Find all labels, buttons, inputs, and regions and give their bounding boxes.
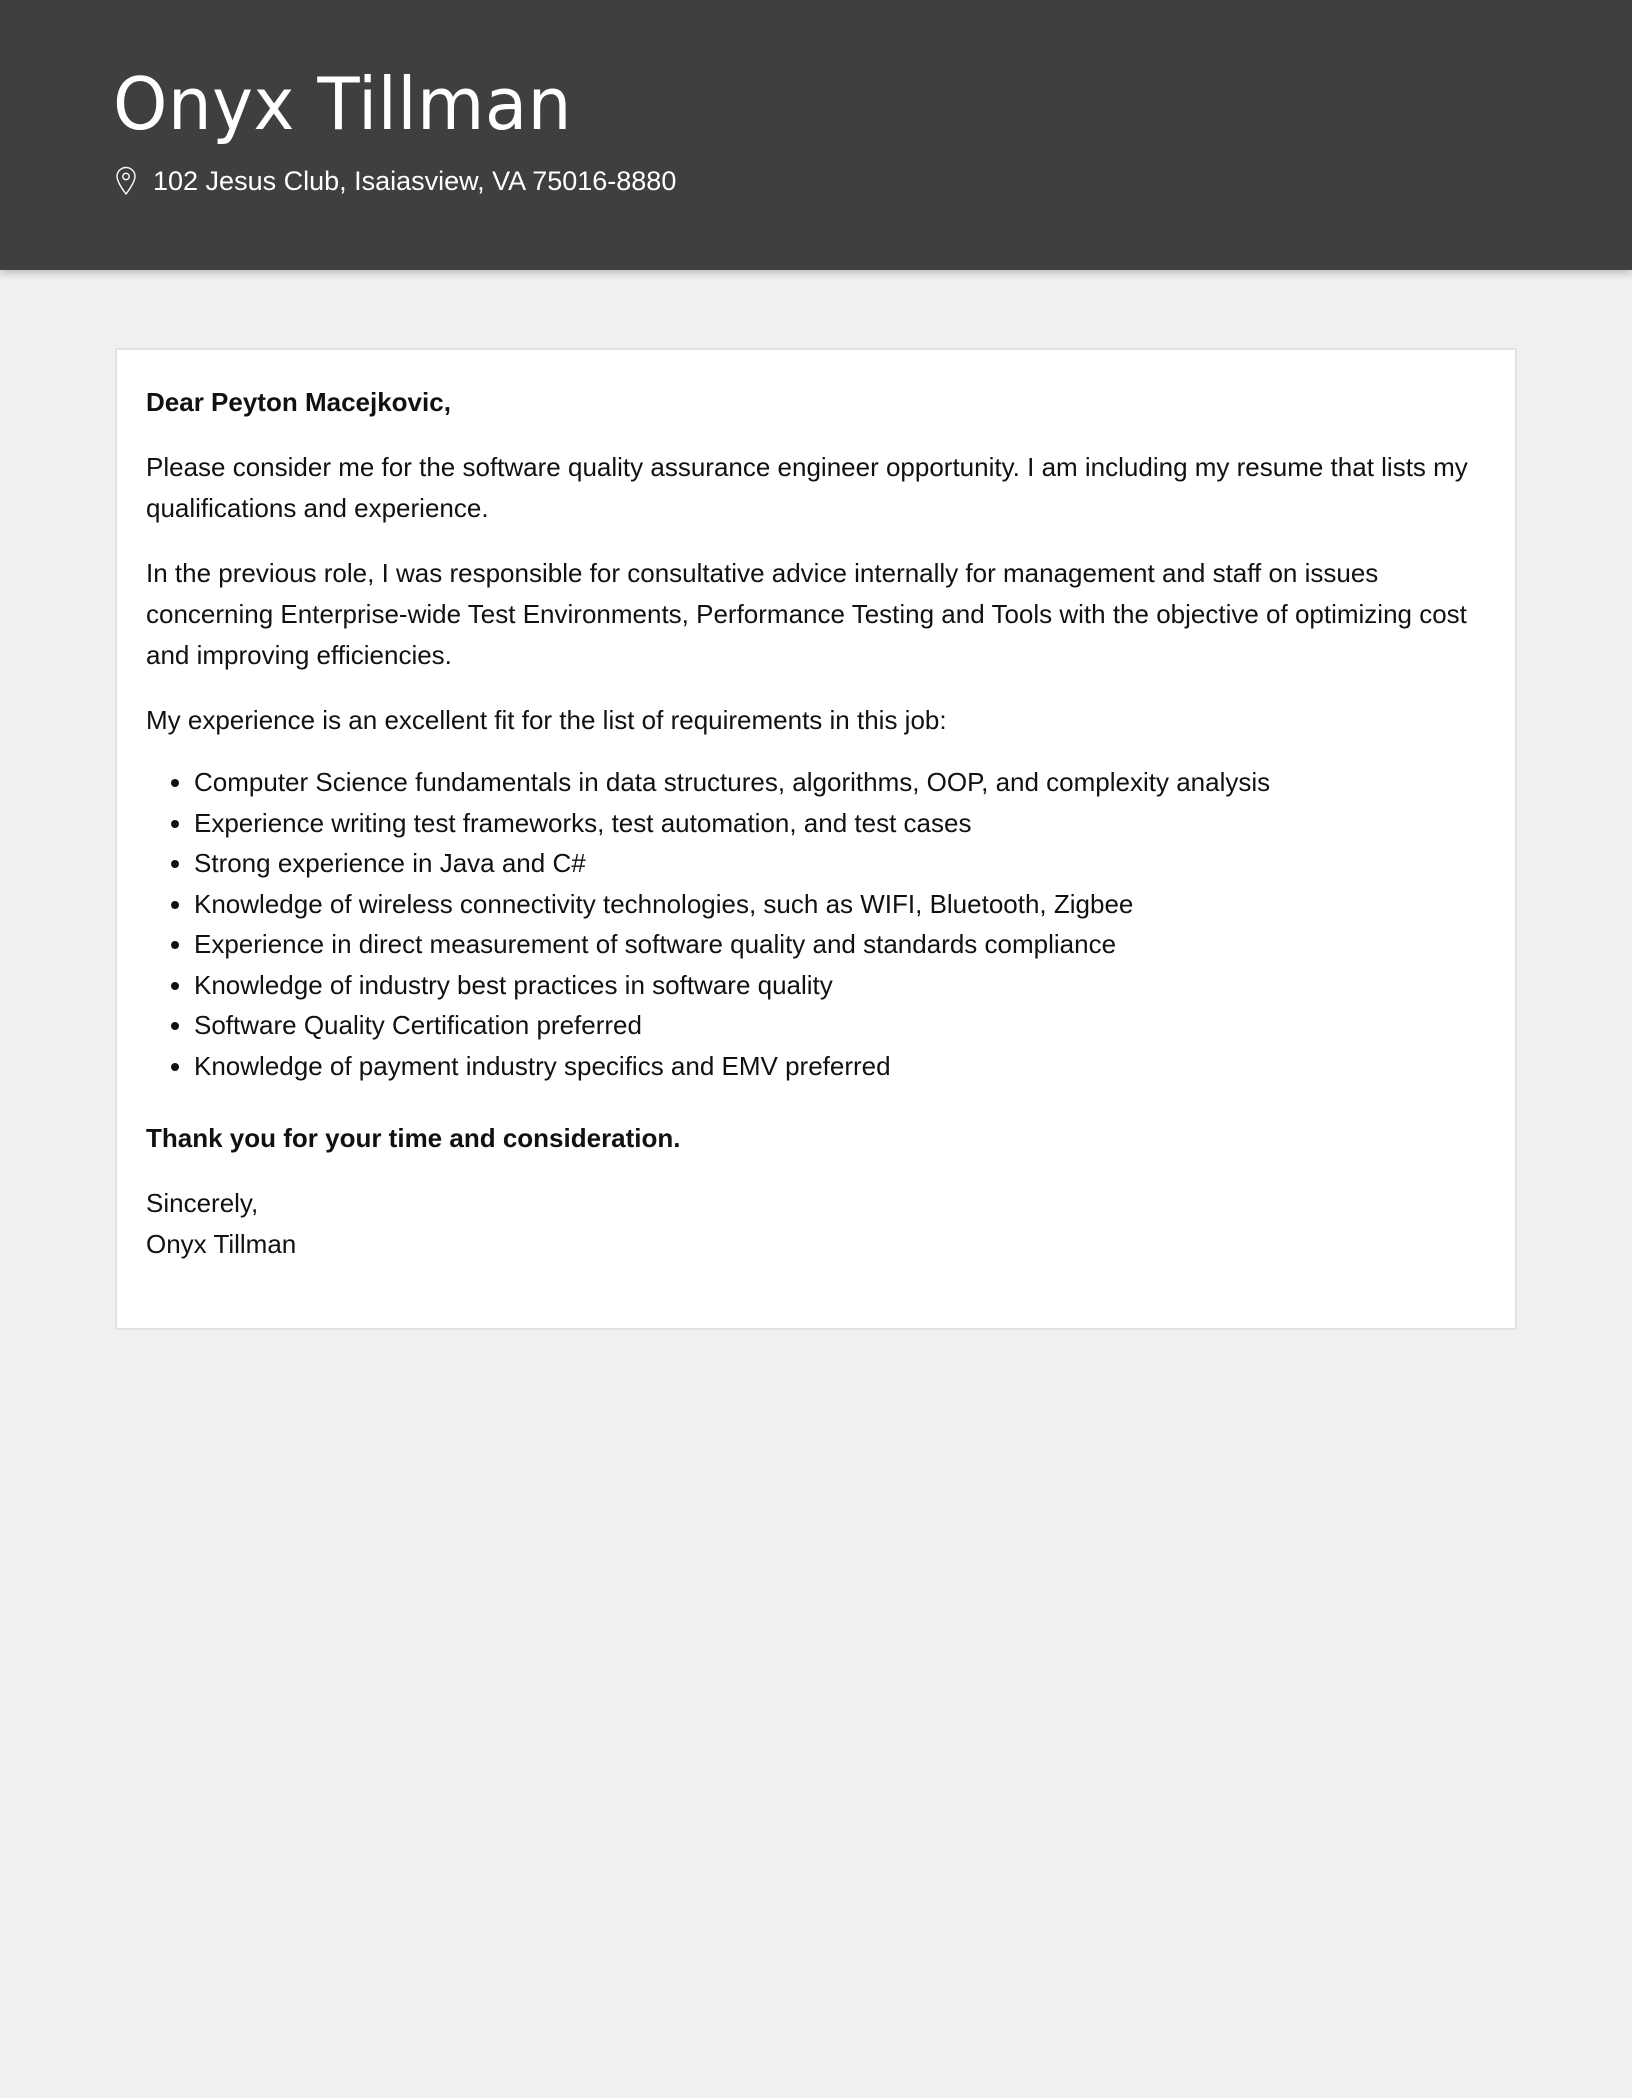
list-item: • Strong experience in Java and C#: [194, 843, 1487, 884]
experience-paragraph: In the previous role, I was responsible for consultative advice internally for management and staff on issues concerning Enterprise-wide Test Environments, Performance Testing and Tools with the objective of optimizing cost and improving efficiencies.: [146, 558, 1467, 670]
list-item: • Software Quality Certification preferred: [194, 1005, 1487, 1046]
list-item: • Knowledge of industry best practices in software quality: [194, 965, 1487, 1006]
thank-you-line: Thank you for your time and consideration.: [146, 1123, 681, 1153]
applicant-address: [115, 166, 676, 196]
list-item: • Knowledge of payment industry specifics and EMV preferred: [194, 1046, 1487, 1087]
requirements-intro: My experience is an excellent fit for the list of requirements in this job:: [146, 705, 947, 735]
list-item: • Knowledge of wireless connectivity technologies, such as WIFI, Bluetooth, Zigbee: [194, 884, 1487, 925]
list-item: • Computer Science fundamentals in data structures, algorithms, OOP, and complexity analysis: [194, 762, 1487, 803]
map-pin-icon: [115, 166, 137, 196]
requirements-list: [146, 762, 1487, 1086]
list-item: • Experience writing test frameworks, test automation, and test cases: [194, 803, 1487, 844]
cover-letter-card: [115, 348, 1517, 1330]
intro-paragraph: Please consider me for the software quality assurance engineer opportunity. I am including my resume that lists my qualifications and experience.: [146, 452, 1468, 523]
salutation: Dear Peyton Macejkovic,: [146, 387, 451, 417]
header-banner: [0, 0, 1632, 270]
applicant-name: Onyx Tillman: [113, 62, 572, 146]
closing: Sincerely,: [146, 1188, 259, 1218]
signature: Onyx Tillman: [146, 1229, 297, 1259]
address-text: 102 Jesus Club, Isaiasview, VA 75016-8880: [153, 165, 677, 196]
list-item: • Experience in direct measurement of software quality and standards compliance: [194, 924, 1487, 965]
